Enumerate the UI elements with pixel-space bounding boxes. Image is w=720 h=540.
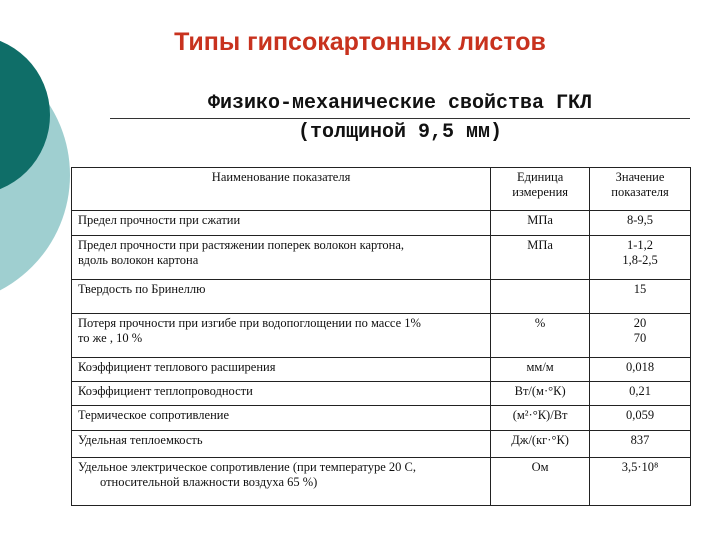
table-row xyxy=(72,458,691,506)
row-unit: Дж/(кг·°К) xyxy=(491,431,590,458)
table-row xyxy=(72,280,691,314)
row-name: Коэффициент теплового расширения xyxy=(72,358,491,382)
row-name xyxy=(72,236,491,280)
row-value: 15 xyxy=(590,280,691,314)
row-name xyxy=(72,314,491,358)
row-unit: МПа xyxy=(491,236,590,280)
row-value: 837 xyxy=(590,431,691,458)
row-value-line-1: 1-1,2 xyxy=(627,238,654,252)
row-name-line-1: Потеря прочности при изгибе при водопоглощении по массе 1% xyxy=(78,316,421,330)
row-value: 0,018 xyxy=(590,358,691,382)
subtitle-line-2: (толщиной 9,5 мм) xyxy=(297,121,503,144)
row-name-line-1: Предел прочности при растяжении поперек волокон картона, xyxy=(78,238,405,252)
row-name-line-2: относительной влажности воздуха 65 %) xyxy=(100,475,318,489)
header-unit: Единица измерения xyxy=(491,168,590,211)
row-name xyxy=(72,458,491,506)
header-value: Значение показателя xyxy=(590,168,691,211)
row-name-line-2: то же , 10 % xyxy=(78,331,143,345)
table-row xyxy=(72,382,691,406)
subtitle-line-1: Физико-механические свойства ГКЛ xyxy=(110,90,690,119)
row-name: Термическое сопротивление xyxy=(72,406,491,431)
table-row xyxy=(72,211,691,236)
row-name: Твердость по Бринеллю xyxy=(72,280,491,314)
table-row xyxy=(72,358,691,382)
row-value xyxy=(590,314,691,358)
row-name: Предел прочности при сжатии xyxy=(72,211,491,236)
row-value: 3,5·10⁸ xyxy=(590,458,691,506)
row-unit: Вт/(м·°К) xyxy=(491,382,590,406)
subtitle xyxy=(110,90,690,147)
row-value-line-2: 1,8-2,5 xyxy=(622,253,658,267)
row-name: Коэффициент теплопроводности xyxy=(72,382,491,406)
row-unit: Ом xyxy=(491,458,590,506)
table-row xyxy=(72,236,691,280)
row-unit: % xyxy=(491,314,590,358)
row-name-line-2: вдоль волокон картона xyxy=(78,253,199,267)
row-unit: МПа xyxy=(491,211,590,236)
table-row xyxy=(72,406,691,431)
row-value-line-2: 70 xyxy=(633,331,647,345)
row-value: 0,21 xyxy=(590,382,691,406)
row-name: Удельная теплоемкость xyxy=(72,431,491,458)
table-row xyxy=(72,314,691,358)
row-value-line-1: 20 xyxy=(633,316,647,330)
table-header-row xyxy=(72,168,691,211)
row-value xyxy=(590,236,691,280)
row-unit xyxy=(491,280,590,314)
row-value: 0,059 xyxy=(590,406,691,431)
row-unit: мм/м xyxy=(491,358,590,382)
properties-table xyxy=(71,167,691,506)
page-title: Типы гипсокартонных листов xyxy=(174,28,546,56)
header-name: Наименование показателя xyxy=(72,168,491,211)
row-name-line-1: Удельное электрическое сопротивление (при температуре 20 С, xyxy=(78,460,416,474)
table-row xyxy=(72,431,691,458)
row-unit: (м²·°К)/Вт xyxy=(491,406,590,431)
row-value: 8-9,5 xyxy=(590,211,691,236)
